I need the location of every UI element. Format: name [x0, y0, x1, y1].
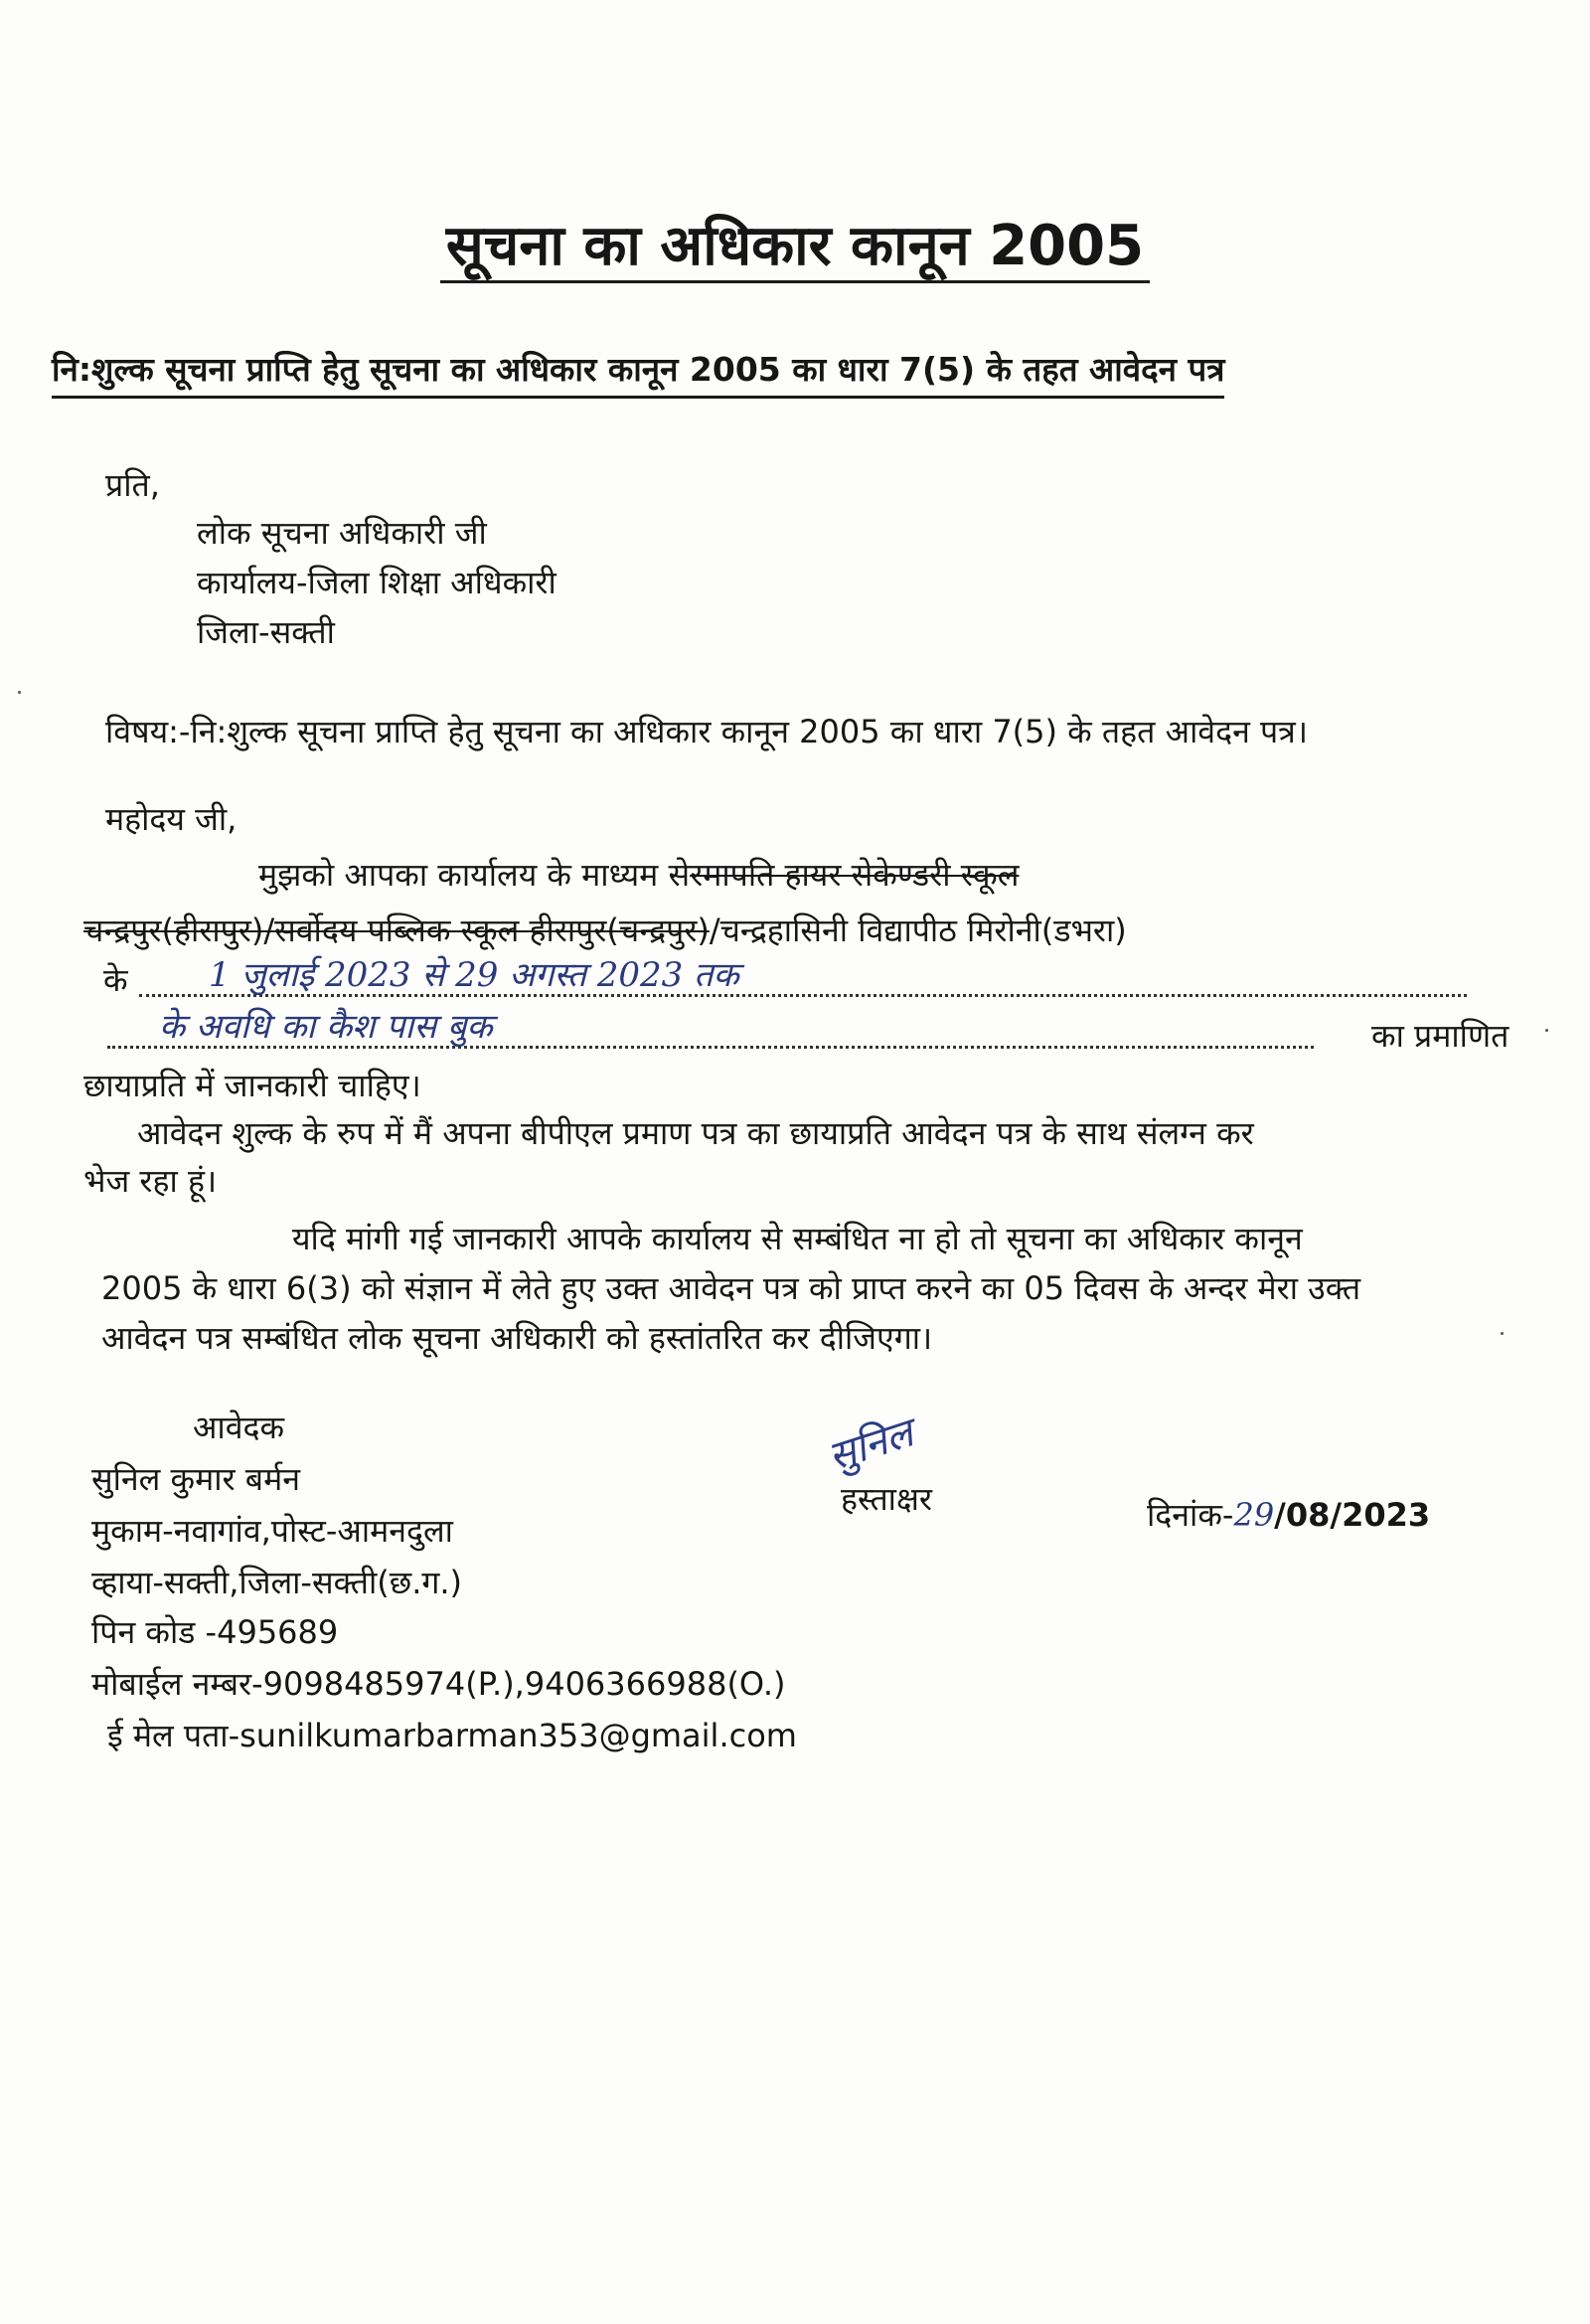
body-para-3-line-1: यदि मांगी गई जानकारी आपके कार्यालय से सम्बंधित ना हो तो सूचना का अधिकार कानून [292, 1220, 1303, 1257]
applicant-email: ई मेल पता-sunilkumarbarman353@gmail.com [107, 1717, 797, 1754]
body-line-2: चन्द्रपुर(हीरापुर)/सर्वोदय पब्लिक स्कूल हीरापुर(चन्द्रपुर)/चन्द्रहासिनी विद्यापीठ मिरोनी(डभरा) [83, 912, 1127, 949]
document-subtitle: नि:शुल्क सूचना प्राप्ति हेतु सूचना का अधिकार कानून 2005 का धारा 7(5) के तहत आवेदन पत्र [52, 346, 1224, 399]
recipient-prati: प्रति, [105, 466, 160, 504]
struck-text-1: रमापति हायर सेकेण्डरी स्कूल [690, 856, 1020, 894]
recipient-line-1: लोक सूचना अधिकारी जी [197, 514, 487, 552]
body-para-3-line-3: आवेदन पत्र सम्बंधित लोक सूचना अधिकारी को हस्तांतरित कर दीजिएगा। [101, 1319, 933, 1357]
handwritten-period: 1 जुलाई 2023 से 29 अगस्त 2023 तक [209, 955, 739, 995]
applicant-label: आवेदक [193, 1409, 285, 1446]
scan-speck [18, 691, 21, 694]
document-title: सूचना का अधिकार कानून 2005 [0, 211, 1590, 282]
subject-line: विषय:-नि:शुल्क सूचना प्राप्ति हेतु सूचना का अधिकार कानून 2005 का धारा 7(5) के तहत आवेदन पत्र। [105, 713, 1308, 750]
body-line-1: मुझको आपका कार्यालय के माध्यम सेरमापति हायर सेकेण्डरी स्कूल [258, 856, 1020, 894]
body-line-3: के [103, 961, 128, 999]
applicant-name: सुनिल कुमार बर्मन [91, 1460, 300, 1498]
applicant-mobile: मोबाईल नम्बर-9098485974(P.),9406366988(O.) [91, 1665, 786, 1703]
handwritten-document-request: के अवधि का कैश पास बुक [159, 1007, 493, 1047]
handwritten-signature: सुनिल [822, 1410, 919, 1481]
body-para-2-line-2: भेज रहा हूं। [83, 1162, 218, 1200]
handwritten-date-day: 29 [1233, 1496, 1275, 1534]
body-para-3-line-2: 2005 के धारा 6(3) को संज्ञान में लेते हुए उक्त आवेदन पत्र को प्राप्त करने का 05 दिवस के अन्दर मेरा उक्त [101, 1269, 1361, 1307]
applicant-pin: पिन कोड -495689 [91, 1613, 339, 1651]
body-line-4-suffix: का प्रमाणित [1371, 1017, 1510, 1055]
scan-speck [1545, 1029, 1548, 1032]
applicant-address-1: मुकाम-नवागांव,पोस्ट-आमनदुला [91, 1512, 453, 1550]
signature-label: हस्ताक्षर [841, 1480, 933, 1518]
body-para-2-line-1: आवेदन शुल्क के रुप में मैं अपना बीपीएल प्रमाण पत्र का छायाप्रति आवेदन पत्र के साथ संलग्न कर [137, 1114, 1254, 1152]
date-field: दिनांक-29/08/2023 [1147, 1496, 1431, 1534]
recipient-line-3: जिला-सक्ती [197, 613, 335, 651]
struck-text-2: चन्द्रपुर(हीरापुर)/सर्वोदय पब्लिक स्कूल हीरापुर(चन्द्रपुर) [83, 912, 710, 949]
salutation: महोदय जी, [105, 800, 238, 838]
applicant-address-2: व्हाया-सक्ती,जिला-सक्ती(छ.ग.) [91, 1564, 463, 1601]
recipient-line-2: कार्यालय-जिला शिक्षा अधिकारी [197, 564, 556, 601]
scan-speck [1501, 1332, 1504, 1335]
body-line-5: छायाप्रति में जानकारी चाहिए। [83, 1067, 421, 1104]
